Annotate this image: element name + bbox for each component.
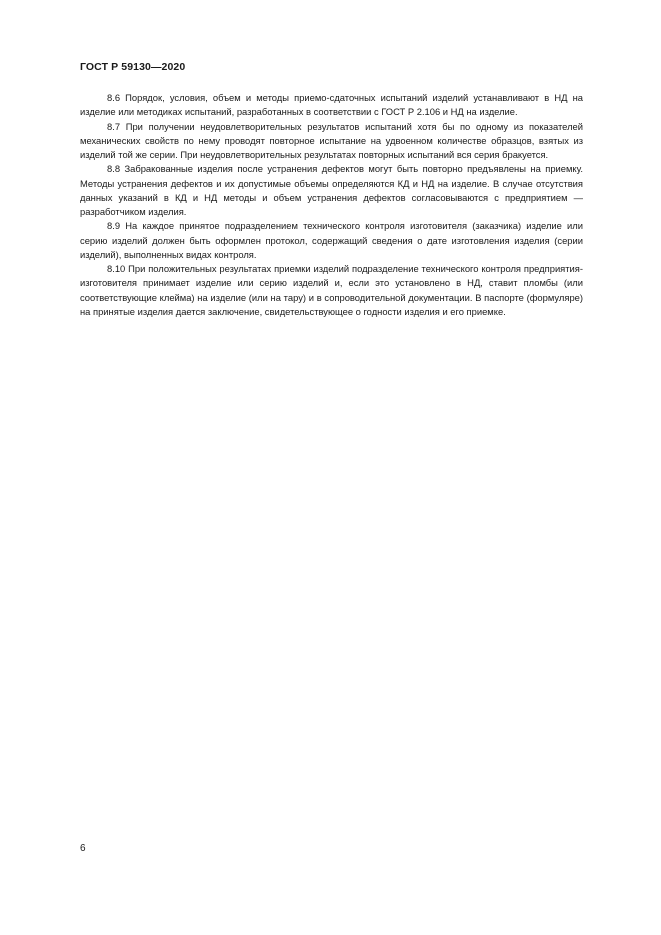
- paragraph-8-7: 8.7 При получении неудовлетворительных результатов испытаний хотя бы по одному из показателей механических свойств по нему проводят повторное испытание на удвоенном количестве образцов, взятых из изделий той же серии. При неудовлетворительных результатах повторных испытаний вся серия бракуется.: [80, 120, 583, 160]
- page-number: 6: [80, 843, 86, 854]
- paragraph-8-9: 8.9 На каждое принятое подразделением технического контроля изготовителя (заказчика) изделие или серию изделий должен быть оформлен протокол, содержащий сведения о дате изготовления изделия (серии изделий), выполненных видах контроля.: [80, 220, 583, 260]
- document-body: [80, 91, 583, 319]
- paragraph-8-8: 8.8 Забракованные изделия после устранения дефектов могут быть повторно предъявлены на приемку. Методы устранения дефектов и их допустимые объемы определяются КД и НД на изделие. В случае отсутствия данных указаний в КД и НД методы и объем устранения дефектов согласовываются с предприятием — разработчиком изделия.: [80, 163, 583, 217]
- paragraph-8-6: 8.6 Порядок, условия, объем и методы приемо-сдаточных испытаний изделий устанавливают в НД на изделие или методиках испытаний, разработанных в соответствии с ГОСТ Р 2.106 и НД на изделие.: [80, 92, 583, 118]
- paragraph-8-10: 8.10 При положительных результатах приемки изделий подразделение технического контроля предприятия-изготовителя принимает изделие или серию изделий и, если это установлено в НД, ставит пломбы (или соответствующие клейма) на изделие (или на тару) и в сопроводительной документации. В паспорте (формуляре) на принятые изделия дается заключение, свидетельствующее о годности изделия и его приемке.: [80, 263, 583, 317]
- document-header: ГОСТ Р 59130—2020: [80, 61, 186, 73]
